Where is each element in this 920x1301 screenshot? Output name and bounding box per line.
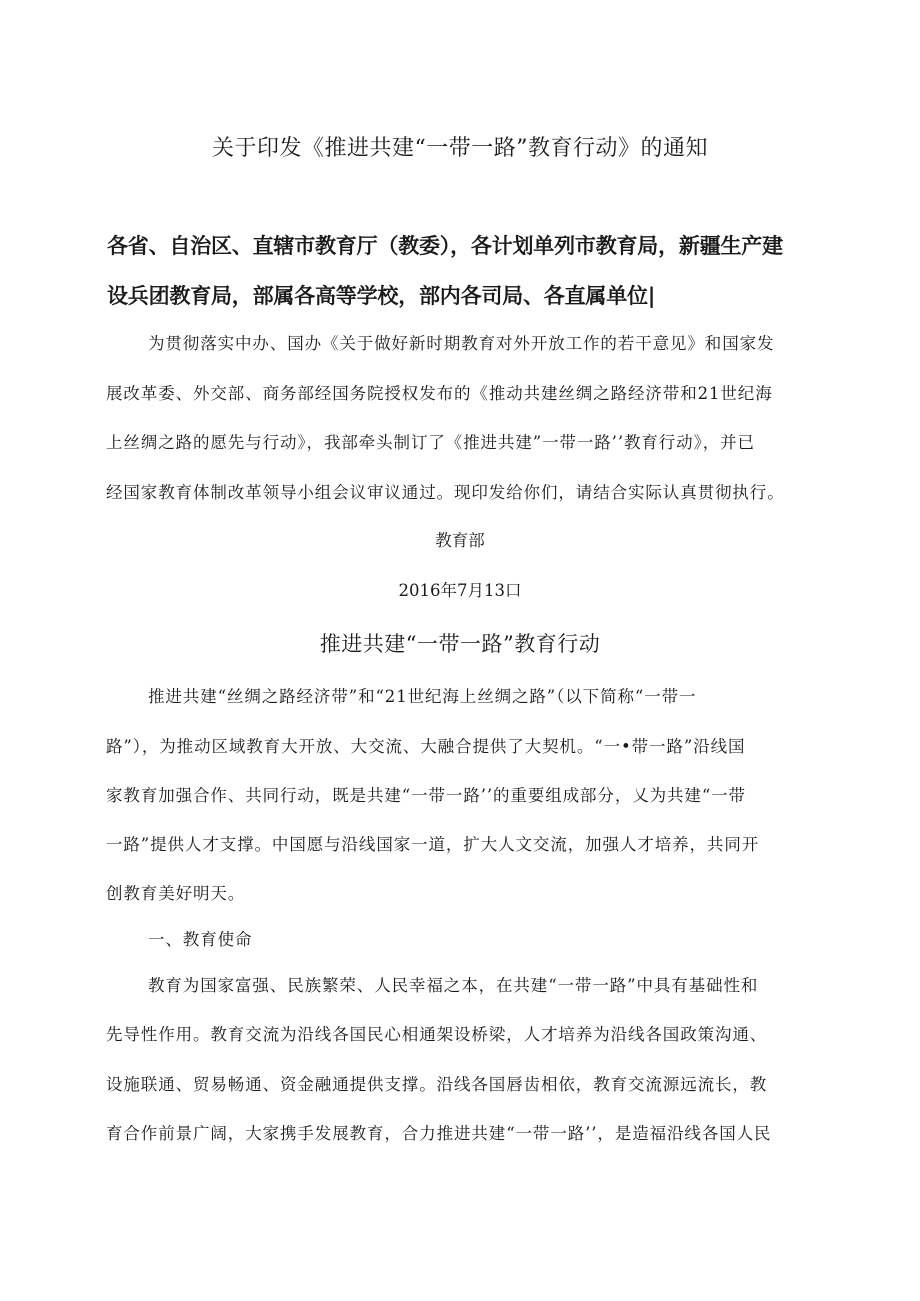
addressee-line-2: 设兵团教育局，部属各高等学校，部内各司局、各直属单位|: [107, 284, 656, 308]
section-heading-mission: 一、教育使命: [148, 930, 253, 949]
notice-title: 关于印发《推进共建“一带一路”教育行动》的通知: [212, 136, 708, 161]
section1-line-1: 教育为国家富强、民族繁荣、人民幸福之本，在共建“一带一路”中具有基础性和: [148, 976, 759, 995]
addressee-line-1: 各省、自治区、直辖市教育厅（教委），各计划单列市教育局，新疆生产建: [107, 234, 783, 258]
intro-line-4: 一路”提供人才支撑。中国愿与沿线国家一道，扩大人文交流，加强人才培养，共同开: [106, 835, 760, 854]
action-plan-title: 推进共建“一带一路”教育行动: [319, 632, 601, 656]
section1-line-3: 设施联通、贸易畅通、资金融通提供支撑。沿线各国唇齿相依，教育交流源远流长，教: [106, 1075, 768, 1094]
body-line-2: 展改革委、外交部、商务部经国务院授权发布的《推动共建丝绸之路经济带和21世纪海: [106, 384, 773, 403]
intro-line-2: 路”），为推动区域教育大开放、大交流、大融合提供了大契机。“一•带一路”沿线国: [106, 737, 746, 756]
issue-date: 2016年7月13口: [398, 581, 522, 600]
intro-line-1: 推进共建“丝绸之路经济带”和“21世纪海上丝绸之路”（以下简称“一带一: [148, 687, 697, 706]
intro-line-3: 家教育加强合作、共同行动，既是共建“一带一路’’的重要组成部分，乂为共建“一带: [106, 786, 746, 805]
issuer: 教育部: [435, 531, 485, 550]
body-line-4: 经国家教育体制改革领导小组会议审议通过。现印发给你们，请结合实际认真贯彻执行。: [106, 483, 785, 502]
body-line-1: 为贯彻落实中办、国办《关于做好新时期教育对外开放工作的若干意见》和国家发: [148, 334, 775, 353]
section1-line-2: 先导性作用。教育交流为沿线各国民心相通架设桥梁，人才培养为沿线各国政策沟通、: [106, 1025, 768, 1044]
intro-line-5: 创教育美好明天。: [106, 884, 246, 903]
section1-line-4: 育合作前景广阔，大家携手发展教育，合力推进共建“一带一路’’，是造福沿线各国人民: [106, 1124, 772, 1143]
body-line-3: 上丝绸之路的愿先与行动》，我部牵头制订了《推进共建”一带一路’’教育行动》，并已: [106, 433, 755, 452]
